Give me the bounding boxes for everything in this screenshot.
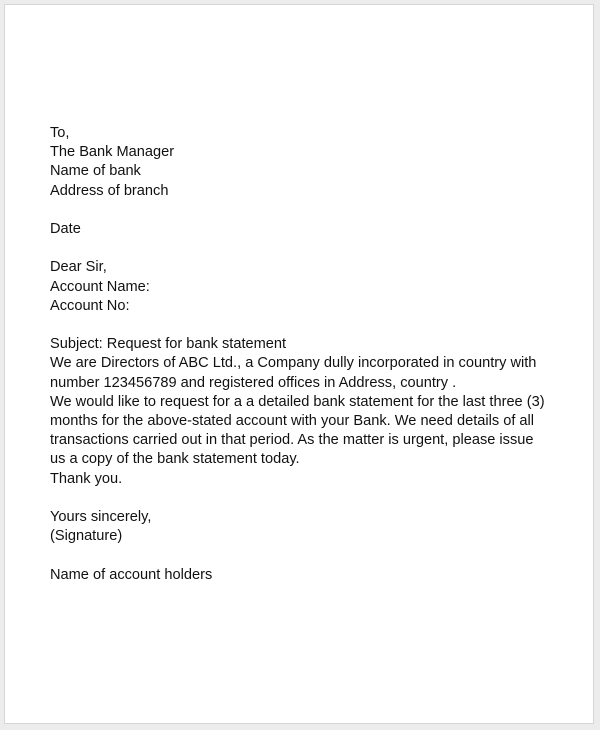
subject-line: Subject: Request for bank statement (50, 336, 287, 353)
closing: Yours sincerely, (50, 509, 152, 525)
blank-line (50, 316, 570, 335)
body-line: transactions carried out in that period. As the matter is urgent, please issue (50, 432, 534, 449)
blank-line (50, 489, 570, 508)
signatory-name: Name of account holders (50, 566, 213, 583)
blank-line (50, 201, 570, 220)
salutation: Dear Sir, (50, 259, 107, 276)
body-line: us a copy of the bank statement today. (50, 451, 300, 468)
body-line: We would like to request for a a detailed bank statement for the last three (3) (50, 393, 545, 410)
blank-line (50, 239, 570, 258)
letter-body (50, 124, 570, 585)
recipient-title: The Bank Manager (50, 144, 175, 161)
body-line: number 123456789 and registered offices in Address, country . (50, 374, 457, 391)
date-label: Date (50, 221, 81, 237)
body-line: months for the above-stated account with your Bank. We need details of all (50, 413, 535, 429)
recipient-to: To, (50, 125, 70, 141)
blank-line (50, 546, 570, 565)
account-no-label: Account No: (50, 297, 130, 314)
document-page (4, 4, 594, 724)
signature: (Signature) (50, 528, 123, 545)
thank-you-line: Thank you. (50, 470, 123, 487)
body-line: We are Directors of ABC Ltd., a Company dully incorporated in country with (50, 355, 537, 372)
account-name-label: Account Name: (50, 278, 150, 295)
recipient-bank-name: Name of bank (50, 163, 141, 180)
recipient-branch-address: Address of branch (50, 182, 169, 199)
